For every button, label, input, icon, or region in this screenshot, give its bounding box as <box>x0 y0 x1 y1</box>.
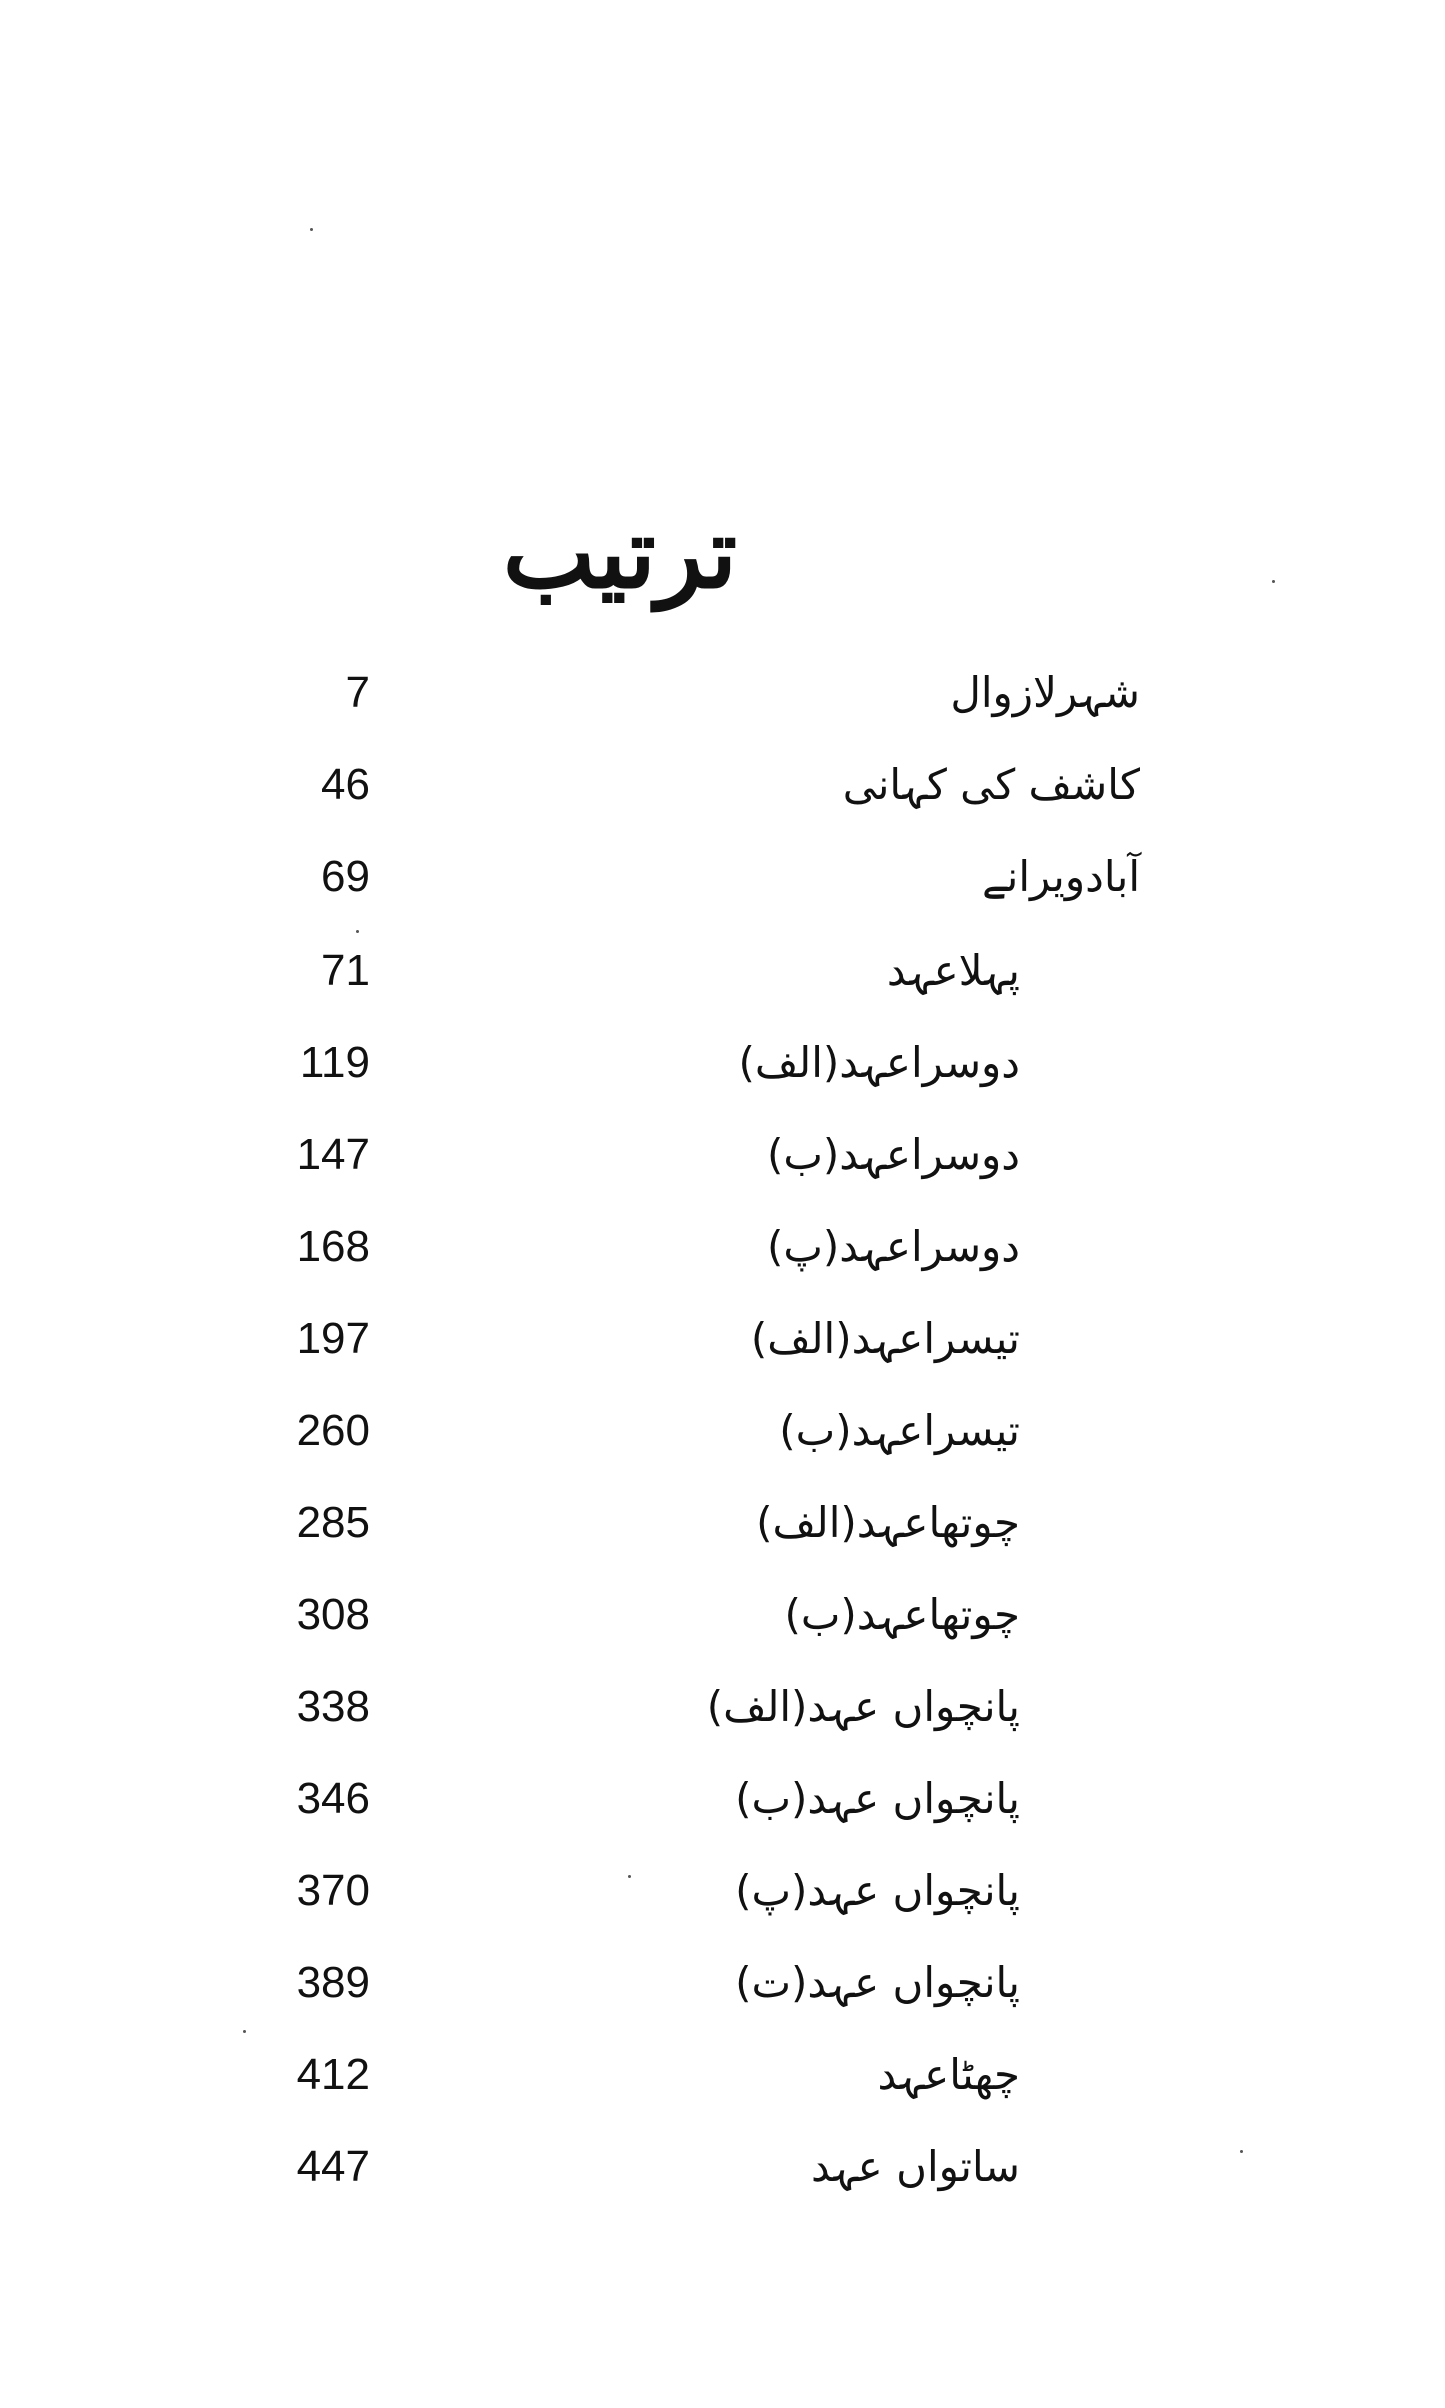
toc-page-number: 447 <box>296 2142 370 2191</box>
toc-page-number: 285 <box>296 1498 370 1547</box>
toc-page-number: 7 <box>345 668 370 717</box>
toc-entry-title: پانچواں عہد(ب) <box>735 1774 1020 1823</box>
toc-entry-title: چھٹاعہد <box>877 2050 1020 2099</box>
toc-row <box>270 2040 1170 2110</box>
toc-row <box>270 1396 1170 1466</box>
toc-row <box>270 1580 1170 1650</box>
toc-entry-title: دوسراعہد(الف) <box>738 1038 1020 1087</box>
toc-entry-title: تیسراعہد(ب) <box>779 1406 1020 1455</box>
toc-page-number: 346 <box>296 1774 370 1823</box>
toc-page-number: 69 <box>321 852 370 901</box>
toc-entry-title: پانچواں عہد(پ) <box>735 1866 1020 1915</box>
toc-row <box>270 842 1170 912</box>
toc-entry-title: چوتھاعہد(ب) <box>784 1590 1020 1639</box>
toc-entry-title: دوسراعہد(ب) <box>766 1130 1020 1179</box>
toc-entry-title: دوسراعہد(پ) <box>766 1222 1020 1271</box>
toc-entry-title: پہلاعہد <box>886 946 1020 995</box>
scan-speck <box>243 2030 246 2033</box>
scan-speck <box>1272 580 1275 583</box>
toc-row <box>270 2132 1170 2202</box>
toc-row <box>270 1212 1170 1282</box>
toc-row <box>270 936 1170 1006</box>
toc-row <box>270 1948 1170 2018</box>
toc-row <box>270 1488 1170 1558</box>
toc-page-number: 147 <box>296 1130 370 1179</box>
toc-page-number: 46 <box>321 760 370 809</box>
toc-entry-title: چوتھاعہد(الف) <box>756 1498 1020 1547</box>
toc-row <box>270 750 1170 820</box>
scan-speck <box>310 228 313 231</box>
page-title: ترتیب <box>502 496 738 611</box>
toc-entry-title: شہرلازوال <box>950 668 1140 717</box>
toc-row <box>270 658 1170 728</box>
toc-page-number: 308 <box>296 1590 370 1639</box>
toc-entry-title: کاشف کی کہانی <box>842 760 1140 809</box>
toc-page-number: 119 <box>299 1038 370 1087</box>
toc-row <box>270 1120 1170 1190</box>
toc-row <box>270 1304 1170 1374</box>
toc-entry-title: پانچواں عہد(الف) <box>706 1682 1020 1731</box>
toc-entry-title: ساتواں عہد <box>811 2142 1020 2191</box>
scan-speck <box>356 930 359 933</box>
toc-page-number: 412 <box>296 2050 370 2099</box>
toc-page-number: 370 <box>296 1866 370 1915</box>
toc-entry-title: تیسراعہد(الف) <box>750 1314 1020 1363</box>
toc-row <box>270 1672 1170 1742</box>
toc-row <box>270 1028 1170 1098</box>
toc-page-number: 71 <box>321 946 370 995</box>
toc-entry-title: آبادویرانے <box>982 852 1140 901</box>
toc-page-number: 197 <box>296 1314 370 1363</box>
toc-row <box>270 1856 1170 1926</box>
toc-page-number: 260 <box>296 1406 370 1455</box>
toc-page-number: 338 <box>296 1682 370 1731</box>
toc-row <box>270 1764 1170 1834</box>
scan-speck <box>1240 2150 1243 2153</box>
scan-speck <box>628 1875 631 1878</box>
toc-page-number: 168 <box>296 1222 370 1271</box>
toc-page-number: 389 <box>296 1958 370 2007</box>
toc-entry-title: پانچواں عہد(ت) <box>735 1958 1020 2007</box>
